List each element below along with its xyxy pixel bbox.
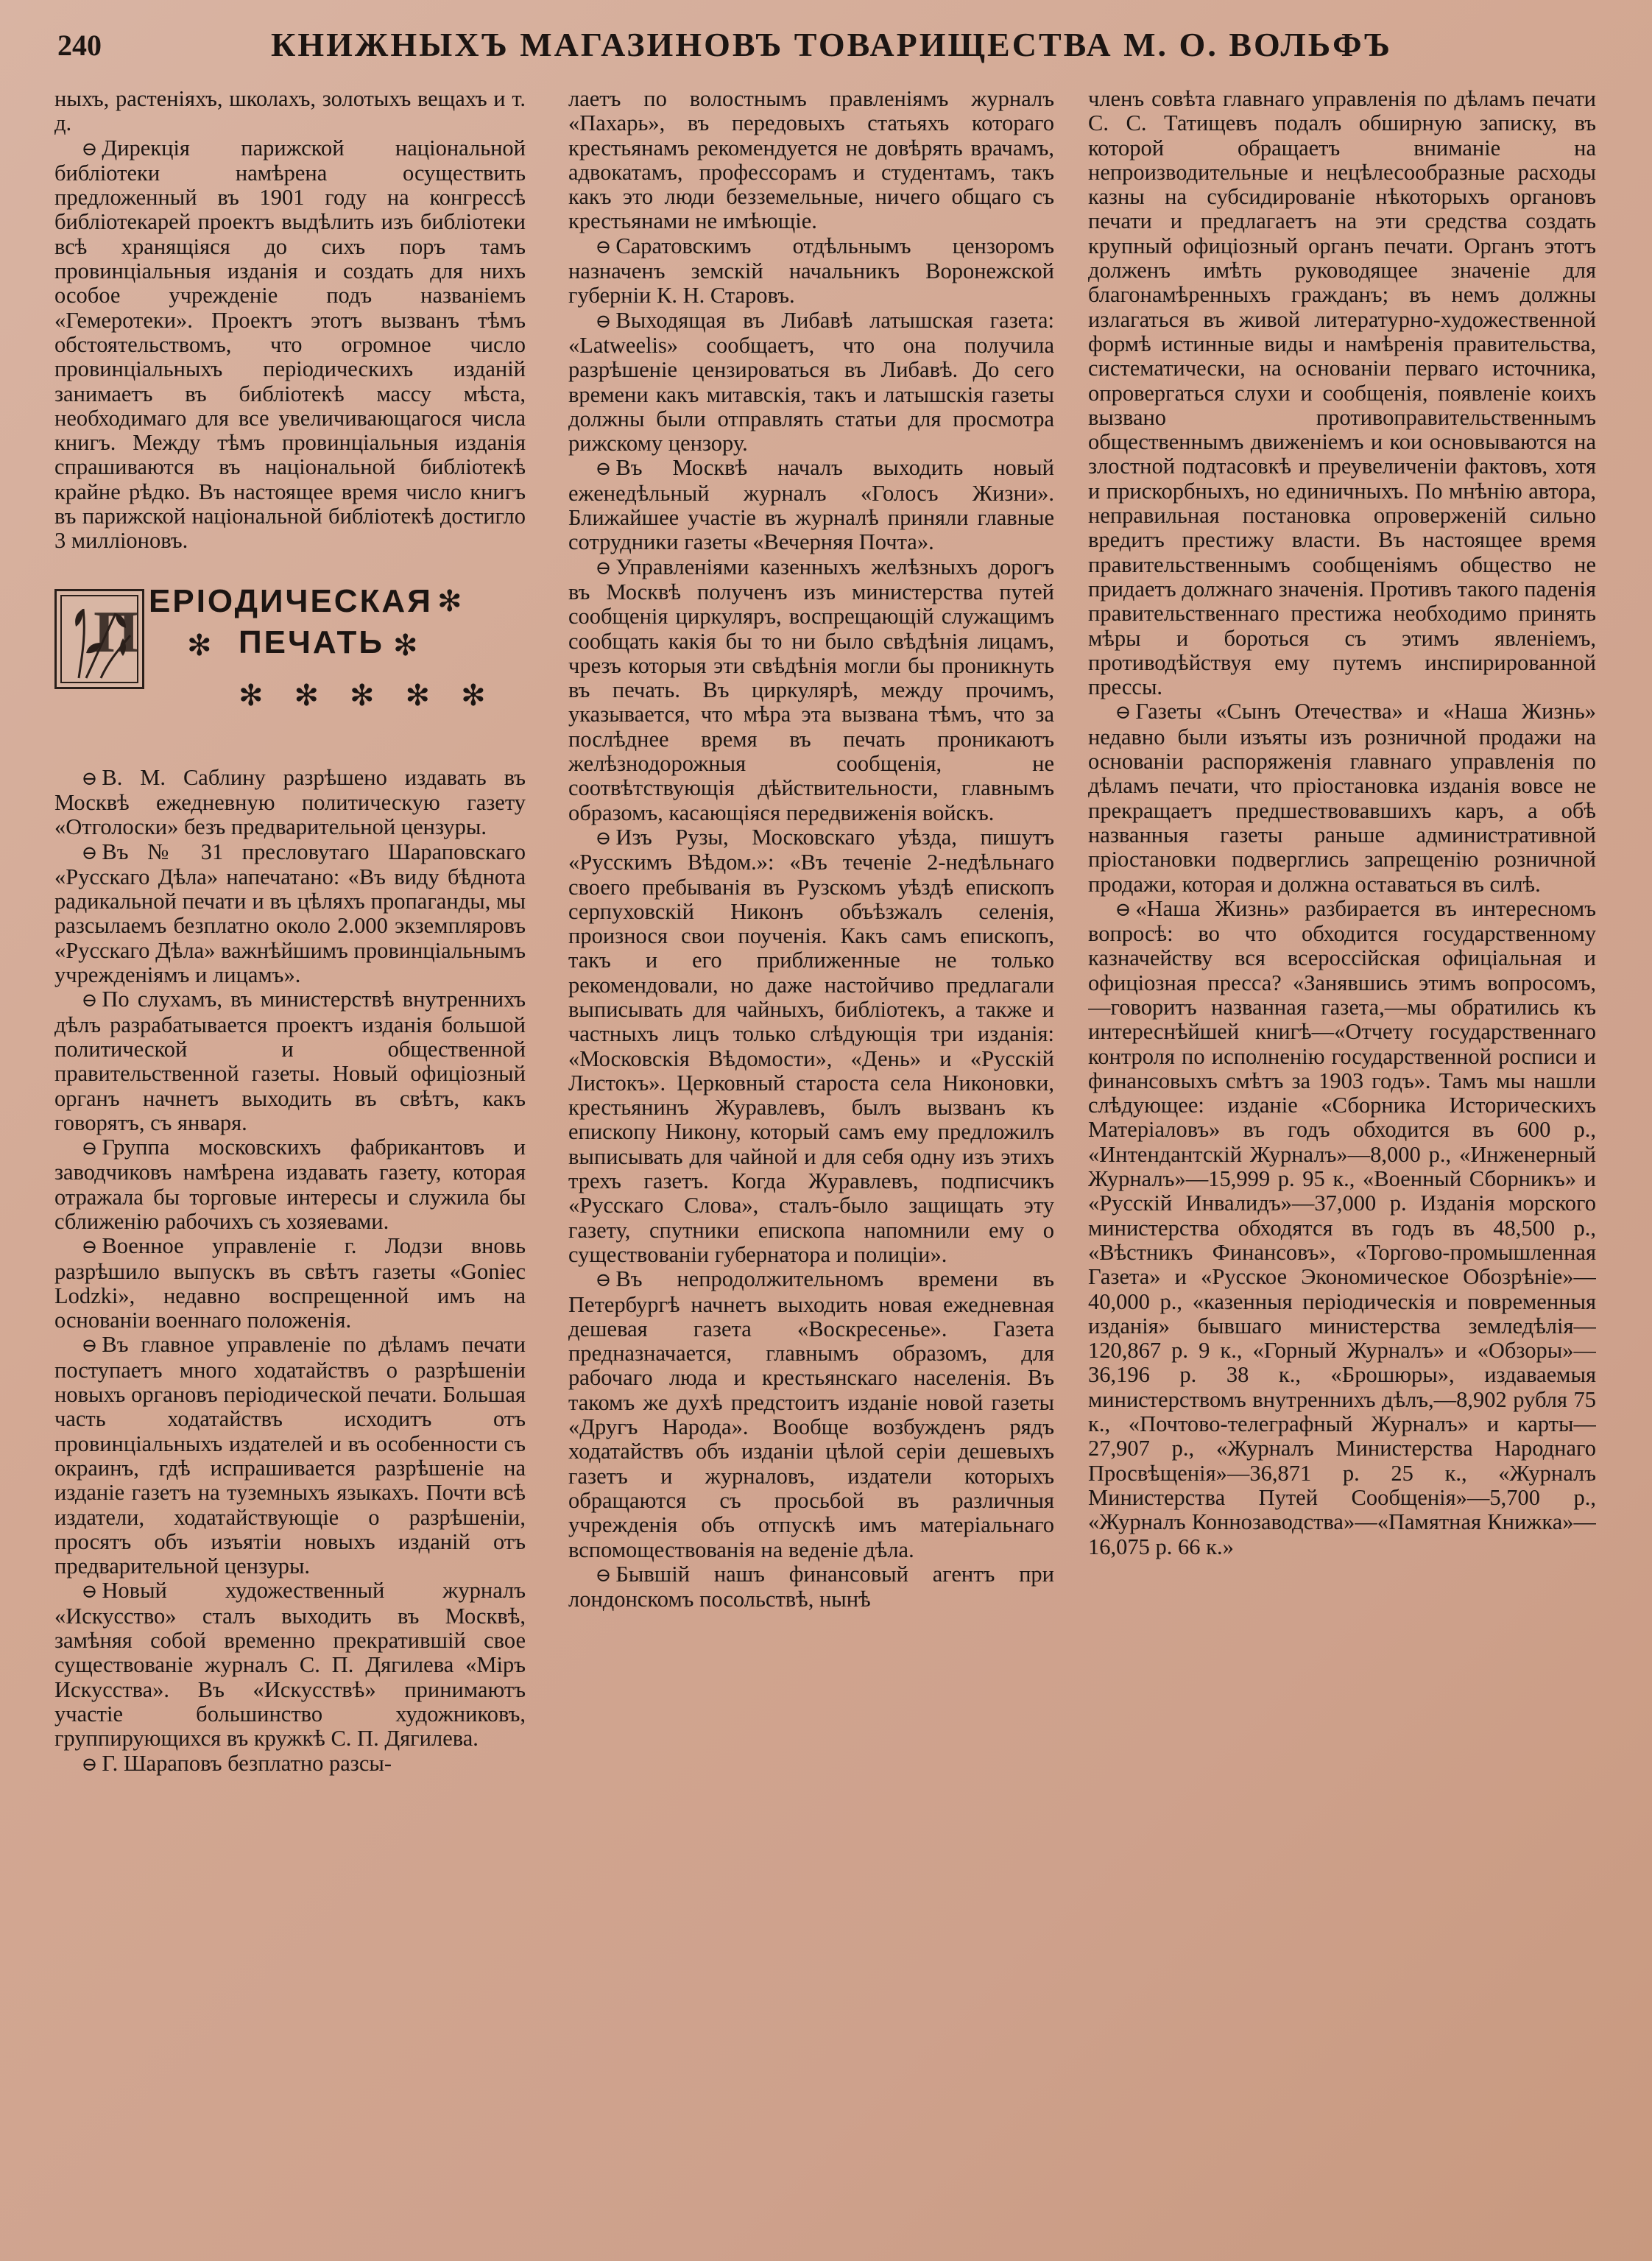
news-item [568, 456, 1054, 554]
news-item [54, 1333, 526, 1579]
col1-paris-text: Дирекція парижской національной библіотеки намѣрена осуществить предложенный въ 1901 году на конгрессѣ библіотекарей проектъ выдѣлить изъ библіотеки всѣ хранящіяся до сихъ поръ тамъ провинціальныя изданія и создать для нихъ особое учрежденіе подъ названіемъ «Гемеротеки». Проектъ этотъ вызванъ тѣмъ обстоятельствомъ, что огромное число провинціальныхъ періодическихъ изданій занимаетъ въ библіотекѣ массу мѣста, необходимаго для все увеличивающагося числа книгъ. Между тѣмъ провинціальныя изданія спрашиваются въ національной библіотекѣ крайне рѣдко. Въ настоящее время число книгъ въ парижской національной библіотекѣ достигло 3 милліоновъ. [54, 135, 526, 554]
news-item [568, 1562, 1054, 1612]
news-item [54, 987, 526, 1135]
news-item-text: «Наша Жизнь» разбирается въ интересномъ вопросѣ: во что обходится государственному казначейству вся всероссійская офиціальная и офиціозная пресса? «Занявшись этимъ вопросомъ,—говоритъ названная газета,—мы обратились къ интереснѣйшей книгѣ—«Отчету государственнаго контроля по исполненію государственной росписи и финансовыхъ смѣтъ за 1903 годъ». Тамъ мы нашли слѣдующее: изданіе «Сборника Историческихъ Матеріаловъ» въ годъ обходится въ 600 р., «Интендантскій Журналъ»—8,000 р., «Инженерный Журналъ»—15,999 р. 95 к., «Военный Сборникъ» и «Русскій Инвалидъ»—37,000 р. Изданія морского министерства обходятся въ годъ въ 48,500 р., «Вѣстникъ Финансовъ», «Торгово-промышленная Газета» и «Русское Экономическое Обозрѣніе»—40,000 р., «казенныя періодическія и повременныя изданія» бывшаго министерства земледѣлія—120,867 р. 9 к., «Горный Журналъ» и «Обзоры»—36,196 р. 38 к., «Брошюры», издаваемыя министерствомъ внутреннихъ дѣлъ,—8,902 рубля 75 к., «Почтово-телеграфный Журналъ» и карты—27,907 р., «Журналъ Министерства Народнаго Просвѣщенія»—36,871 р. 25 к., «Журналъ Министерства Путей Сообщенія»—5,700 р., «Журналъ Коннозаводства»—«Памятная Книжка»—16,075 р. 66 к.» [1088, 895, 1596, 1559]
paragraph-bullet-icon: ⊖ [81, 990, 98, 1012]
news-item-text: В. М. Саблину разрѣшено издавать въ Москвѣ ежедневную политическую газету «Отголоски» безъ предварительной цензуры. [54, 764, 526, 840]
paragraph-bullet-icon: ⊖ [595, 1564, 612, 1586]
ornament-star-icon: ✻ [437, 584, 462, 618]
paragraph-bullet-icon: ⊖ [595, 236, 612, 258]
running-title: КНИЖНЫХЪ МАГАЗИНОВЪ ТОВАРИЩЕСТВА М. О. ВОЛЬФЪ [271, 26, 1392, 63]
column-1 [54, 87, 526, 2232]
news-item [568, 555, 1054, 825]
news-item-text: Саратовскимъ отдѣльнымъ цензоромъ назначенъ земскій начальникъ Воронежской губерніи К. Н. Старовъ. [568, 233, 1054, 308]
svg-text:П: П [93, 599, 140, 665]
paragraph-bullet-icon: ⊖ [1115, 898, 1132, 920]
news-item-text: Выходящая въ Либавѣ латышская газета: «Latweelis» сообщаетъ, что она получила разрѣшеніе цензироваться въ Либавѣ. До сего времени какъ митавскія, такъ и латышскія газеты должны были отправлять статьи для просмотра рижскому цензору. [568, 307, 1054, 456]
paragraph-bullet-icon: ⊖ [81, 1753, 98, 1775]
paragraph-bullet-icon: ⊖ [81, 767, 98, 789]
news-item [568, 1267, 1054, 1562]
news-item-text: Въ Москвѣ началъ выходить новый еженедѣльный журналъ «Голосъ Жизни». Ближайшее участіе въ журналѣ приняли главные сотрудники газеты «Вечерняя Почта». [568, 455, 1054, 555]
ornament-illustration-icon [57, 591, 142, 687]
news-item-text: Группа московскихъ фабрикантовъ и заводчиковъ намѣрена издавать газету, которая отражала бы торговые интересы и служила бы сближенію рабочихъ съ хозяевами. [54, 1135, 526, 1234]
paragraph-bullet-icon: ⊖ [1115, 702, 1132, 724]
news-item-text: Г. Шараповъ безплатно разсы- [102, 1750, 392, 1776]
paragraph-bullet-icon: ⊖ [81, 1335, 98, 1357]
news-item-text: Въ главное управленіе по дѣламъ печати поступаетъ много ходатайствъ о разрѣшеніи новыхъ органовъ періодической печати. Большая часть ходатайствъ исходитъ отъ провинціальныхъ издателей и въ особенности съ окраинъ, гдѣ испрашивается разрѣшеніе на изданіе газетъ на туземныхъ языкахъ. Почти всѣ издатели, ходатайствующіе о разрѣшеніи, просятъ объ изъятіи новыхъ изданій отъ предварительной цензуры. [54, 1332, 526, 1579]
paragraph-bullet-icon: ⊖ [595, 458, 612, 480]
news-item [54, 1752, 526, 1777]
paragraph-bullet-icon: ⊖ [81, 1137, 98, 1160]
paragraph-bullet-icon: ⊖ [81, 1581, 98, 1603]
paragraph-bullet-icon: ⊖ [81, 1236, 98, 1258]
paragraph-bullet-icon: ⊖ [81, 842, 98, 864]
section-heading [54, 582, 526, 736]
news-item [54, 1579, 526, 1751]
col1-continuation: ныхъ, растеніяхъ, школахъ, золотыхъ вещахъ и т. д. [54, 87, 526, 136]
paragraph-bullet-icon: ⊖ [595, 557, 612, 579]
decorative-initial-p-icon [54, 589, 144, 689]
paragraph-bullet-icon: ⊖ [81, 138, 98, 160]
column-2 [568, 87, 1054, 2232]
news-item [1088, 699, 1596, 896]
col2-continuation: лаетъ по волостнымъ правленіямъ журналъ «Пахарь», въ передовыхъ статьяхъ котораго крестьянамъ рекомендуется не довѣрять врачамъ, адвокатамъ, профессорамъ и студентамъ, такъ какъ это люди безземельные, ничего общаго съ крестьянами не имѣющіе. [568, 87, 1054, 234]
news-item [568, 825, 1054, 1267]
ornament-star-row-icon: ✻✻✻✻✻ [239, 678, 517, 712]
news-item-text: Новый художественный журналъ «Искусство» сталъ выходить въ Москвѣ, замѣняя собой временно прекратившій свое существованіе журналъ С. П. Дягилева «Міръ Искусства». Въ «Искусствѣ» принимаютъ участіе большинство художниковъ, группирующихся въ кружкѣ С. П. Дягилева. [54, 1578, 526, 1752]
news-item-text: По слухамъ, въ министерствѣ внутреннихъ дѣлъ разрабатывается проектъ изданія большой политической и общественной правительственной газеты. Новый офиціозный органъ начнетъ выходить въ свѣтъ, какъ говорятъ, съ января. [54, 987, 526, 1135]
col3-continuation: членъ совѣта главнаго управленія по дѣламъ печати С. С. Татищевъ подалъ обширную записку, въ которой обращаетъ вниманіе на непроизводительные и нецѣлесообразные расходы казны на субсидированіе нѣкоторыхъ органовъ печати и предлагаетъ на эти средства создать крупный офиціозный органъ печати. Органъ этотъ долженъ имѣть руководящее значеніе для благонамѣренныхъ гражданъ; въ немъ должны излагаться въ живой литературно-художественной формѣ истинные виды и намѣренія правительства, систематически, на основаніи перваго источника, опровергаться слухи и сообщенія, появленіе коихъ вызвано противоправительственнымъ общественнымъ движеніемъ и кои основываются на злостной подтасовкѣ и преувеличеніи фактовъ, хотя и прискорбныхъ, но единичныхъ. По мнѣнію автора, неправильная постановка опроверженій сильно вредитъ престижу власти. Въ настоящее время правительственнымъ сообщеніямъ общество не придаетъ должнаго значенія. Противъ такого паденія правительственнаго престижа необходимо принять мѣры и бороться съ этимъ явленіемъ, противодѣйствуя ему путемъ инспирированной прессы. [1088, 87, 1596, 700]
news-item [54, 1234, 526, 1333]
news-item-text: Въ непродолжительномъ времени въ Петербургѣ начнетъ выходить новая ежедневная дешевая газета «Воскресенье». Газета предназначается, главнымъ образомъ, для рабочаго люда и крестьянскаго населенія. Въ такомъ же духѣ предстоитъ изданіе новой газеты «Другъ Народа». Вообще возбужденъ рядъ ходатайствъ объ изданіи цѣлой серіи дешевыхъ газетъ и журналовъ, издатели которыхъ обращаются съ просьбой въ различныя учрежденія объ отпускѣ имъ матеріальнаго вспомоществованія на веденіе дѣла. [568, 1266, 1054, 1562]
news-item-text: Изъ Рузы, Московскаго уѣзда, пишутъ «Русскимъ Вѣдом.»: «Въ теченіе 2-недѣльнаго своего пребыванія въ Рузскомъ уѣздѣ епископъ серпуховскій Никонъ объѣзжалъ селенія, произнося свои поученія. Какъ самъ епископъ, такъ и его приближенные не только рекомендовали, но даже настойчиво предлагали выписывать для чайныхъ, библіотекъ, а также и частныхъ лицъ только слѣдующія три изданія: «Московскія Вѣдомости», «День» и «Русскій Листокъ». Церковный староста села Никоновки, крестьянинъ Журавлевъ, былъ вызванъ къ епископу Никону, который самъ ему предложилъ выписывать для чайной и для себя одну изъ этихъ трехъ газетъ. Когда Журавлевъ, подписчикъ «Русскаго Слова», сталъ-было защищать эту газету, спутники епископа напомнили ему о существованіи губернатора и полиціи». [568, 824, 1054, 1267]
page-number: 240 [57, 29, 102, 62]
news-item [54, 766, 526, 840]
news-item [568, 234, 1054, 308]
page-header [57, 25, 1608, 68]
news-item [1088, 897, 1596, 1559]
section-title-line2: ПЕЧАТЬ [239, 624, 384, 660]
paragraph-bullet-icon: ⊖ [595, 1269, 612, 1291]
news-item-text: Въ № 31 пресловутаго Шараповскаго «Русскаго Дѣла» напечатано: «Въ виду бѣднота радикальной печати и въ цѣляхъ пропаганды, мы разсылаемъ безплатно около 2.000 экземпляровъ «Русскаго Дѣла» важнѣйшимъ провинціальнымъ учрежденіямъ и лицамъ». [54, 839, 526, 988]
news-item [54, 1135, 526, 1234]
paragraph-bullet-icon: ⊖ [595, 827, 612, 849]
news-item-text: Газеты «Сынъ Отечества» и «Наша Жизнь» недавно были изъяты изъ розничной продажи на основаніи распоряженія главнаго управленія по дѣламъ печати, что пріостановка изданія вовсе не прекращаетъ предшествовавшихъ каръ, а обѣ названныя газеты раньше административной пріостановки подверглись запрещенію розничной продажи, которая и должна оставаться въ силѣ. [1088, 699, 1596, 897]
paragraph-bullet-icon: ⊖ [595, 310, 612, 332]
col1-paragraph-paris [54, 136, 526, 554]
column-3 [1088, 87, 1596, 2232]
news-item [568, 308, 1054, 456]
news-item-text: Военное управленіе г. Лодзи вновь разрѣшило выпускъ въ свѣтъ газеты «Goniec Lodzki», недавно воспрещенной имъ на основаніи военнаго положенія. [54, 1233, 526, 1333]
section-title-line1: ЕРІОДИЧЕСКАЯ [149, 582, 433, 619]
news-item-text: Управленіями казенныхъ желѣзныхъ дорогъ въ Москвѣ полученъ изъ министерства путей сообщенія циркуляръ, воспрещающій служащимъ сообщать какія бы то ни было свѣдѣнія лицамъ, чрезъ которыя эти свѣдѣнія могли бы проникнуть въ печать. Въ циркулярѣ, между прочимъ, указывается, что мѣра эта вызвана тѣмъ, что за послѣднее время въ печать проникаютъ желѣзнодорожныя сообщенія, не соотвѣтствующія дѣйствительности, главнымъ образомъ, касающіяся передвиженія войскъ. [568, 554, 1054, 825]
ornament-star-icon: ✻ [187, 628, 212, 662]
news-item [54, 840, 526, 988]
col1-news-items [54, 766, 526, 1777]
ornament-star-icon: ✻ [393, 628, 418, 662]
news-item-text: Бывшій нашъ финансовый агентъ при лондонскомъ посольствѣ, нынѣ [568, 1561, 1054, 1612]
